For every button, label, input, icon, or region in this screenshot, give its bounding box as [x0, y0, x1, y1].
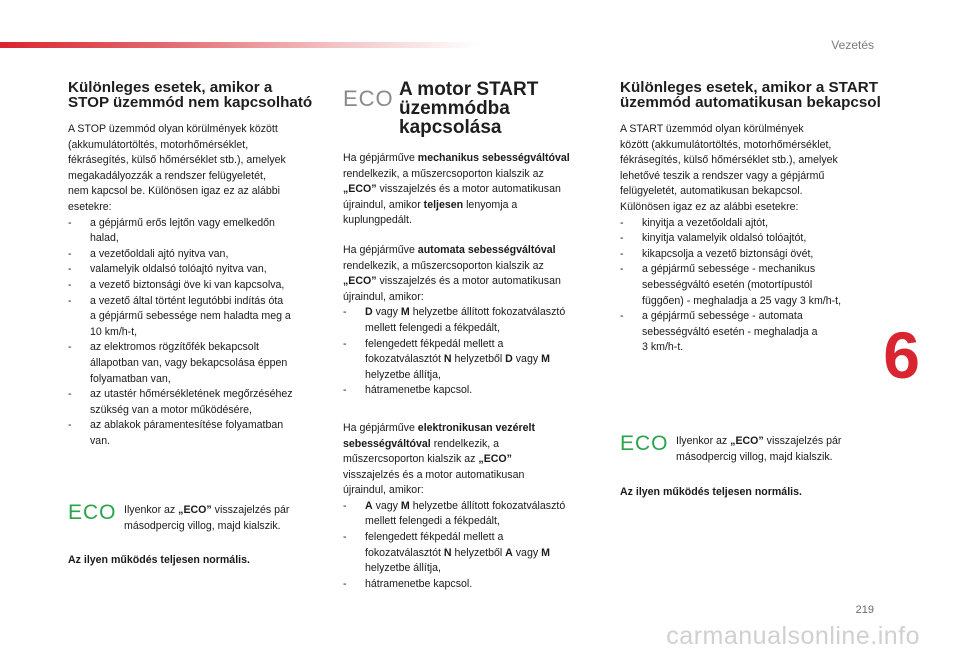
col3-heading [620, 80, 882, 110]
eco-indicator-icon: ECO [68, 501, 117, 525]
chapter-number: 6 [883, 318, 920, 392]
list-item: - a gépjármű erős lejtőn vagy emelkedőn halad, [68, 216, 275, 245]
col2-heading-line2: üzemmódba kapcsolása [399, 98, 510, 138]
col3-heading-line2: üzemmód automatikusan bekapcsol [620, 94, 881, 111]
list-item: - hátramenetbe kapcsol. [343, 577, 473, 590]
column-start-mode [343, 80, 605, 592]
section-title: Vezetés [831, 38, 874, 52]
list-item: - D vagy M helyzetbe állított fokozatválasztó mellett felengedi a fékpedált, [343, 306, 566, 334]
col2-para-electronic: Ha gépjárműve elektronikusan vezérelt sebességváltóval rendelkezik, a műszercsoporton kialszik az „ECO” visszajelzés és a motor automatikusan újraindul, amikor: [343, 421, 535, 497]
list-item: - A vagy M helyzetbe állított fokozatválasztó mellett felengedi a fékpedált, [343, 499, 566, 528]
col2-para-automatic: Ha gépjárműve automata sebességváltóval rendelkezik, a műszercsoporton kialszik az „ECO” visszajelzés és a motor automatikusan újraindul, amikor: [343, 243, 561, 303]
list-item: - a vezető biztonsági öve ki van kapcsolva, [68, 278, 285, 291]
col2-para-manual: Ha gépjárműve mechanikus sebességváltóval rendelkezik, a műszercsoporton kialszik az „ECO” visszajelzés és a motor automatikusan újraindul, amikor teljesen lenyomja a kuplungpedált. [343, 152, 570, 227]
col3-eco-note: ECO Ilyenkor az „ECO” visszajelzés pár másodpercig villog, majd kialszik. [620, 431, 842, 463]
col1-intro: A STOP üzemmód olyan körülmények között (akkumulátortöltés, motorhőmérséklet, fékrásegítés, külső hőmérséklet stb.), amelyek megakadályozzák a rendszer felügyeletét, nem kapcsol be. Különösen igaz ez az alábbi esetekre: [68, 123, 286, 213]
page-number: 219 [855, 604, 874, 616]
col1-footer-note: Az ilyen működés teljesen normális. [68, 553, 250, 566]
column-stop-special-cases [68, 80, 326, 568]
list-item: - kinyitja a vezetőoldali ajtót, [620, 216, 769, 229]
column-start-special-cases [620, 80, 882, 501]
col2-heading [343, 80, 605, 137]
list-item: - kinyitja valamelyik oldalsó tolóajtót, [620, 232, 807, 245]
col1-heading-line1: Különleges esetek, amikor a [68, 79, 273, 96]
list-item: - felengedett fékpedál mellett a fokozatválasztót N helyzetből A vagy M helyzetbe állítja, [343, 531, 550, 575]
col2-heading-line1: A motor START [399, 79, 539, 100]
list-item: - az utastér hőmérsékletének megőrzéséhez szükség van a motor működésére, [68, 388, 293, 416]
list-item: - a vezető által történt legutóbbi indítás óta a gépjármű sebessége nem haladta meg a 10 km/h-t, [68, 294, 291, 338]
eco-indicator-icon: ECO [343, 86, 394, 111]
list-item: - valamelyik oldalsó tolóajtó nyitva van, [68, 263, 267, 276]
col1-eco-note: ECO Ilyenkor az „ECO” visszajelzés pár másodpercig villog, majd kialszik. [68, 501, 290, 533]
list-item: - az ablakok páramentesítése folyamatban van. [68, 419, 284, 447]
watermark: carmanualsonline.info [666, 622, 920, 650]
header-accent-bar [0, 42, 480, 48]
list-item: - kikapcsolja a vezető biztonsági övét, [620, 247, 814, 260]
col1-heading [68, 80, 326, 110]
col3-heading-line1: Különleges esetek, amikor a START [620, 79, 878, 96]
list-item: - a gépjármű sebessége - mechanikus sebességváltó esetén (motortípustól függően) - meghaladja a 25 vagy 3 km/h-t, [620, 263, 842, 307]
col1-heading-line2: STOP üzemmód nem kapcsolható [68, 94, 313, 111]
list-item: - a vezetőoldali ajtó nyitva van, [68, 247, 229, 260]
list-item: - hátramenetbe kapcsol. [343, 384, 473, 397]
list-item: - a gépjármű sebessége - automata sebességváltó esetén - meghaladja a 3 km/h-t. [620, 310, 818, 354]
list-item: - az elektromos rögzítőfék bekapcsolt állapotban van, vagy bekapcsolása éppen folyamatban van, [68, 341, 288, 385]
col3-intro: A START üzemmód olyan körülmények között (akkumulátortöltés, motorhőmérséklet, fékrásegítés, külső hőmérséklet stb.), amelyek lehetővé teszik a rendszer vagy a gépjármű felügyeletét, automatikusan bekapcsol. Különösen igaz ez az alábbi esetekre: [620, 123, 838, 213]
list-item: - felengedett fékpedál mellett a fokozatválasztót N helyzetből D vagy M helyzetbe állítja, [343, 337, 550, 381]
col3-footer-note: Az ilyen működés teljesen normális. [620, 486, 802, 499]
eco-indicator-icon: ECO [620, 431, 669, 455]
